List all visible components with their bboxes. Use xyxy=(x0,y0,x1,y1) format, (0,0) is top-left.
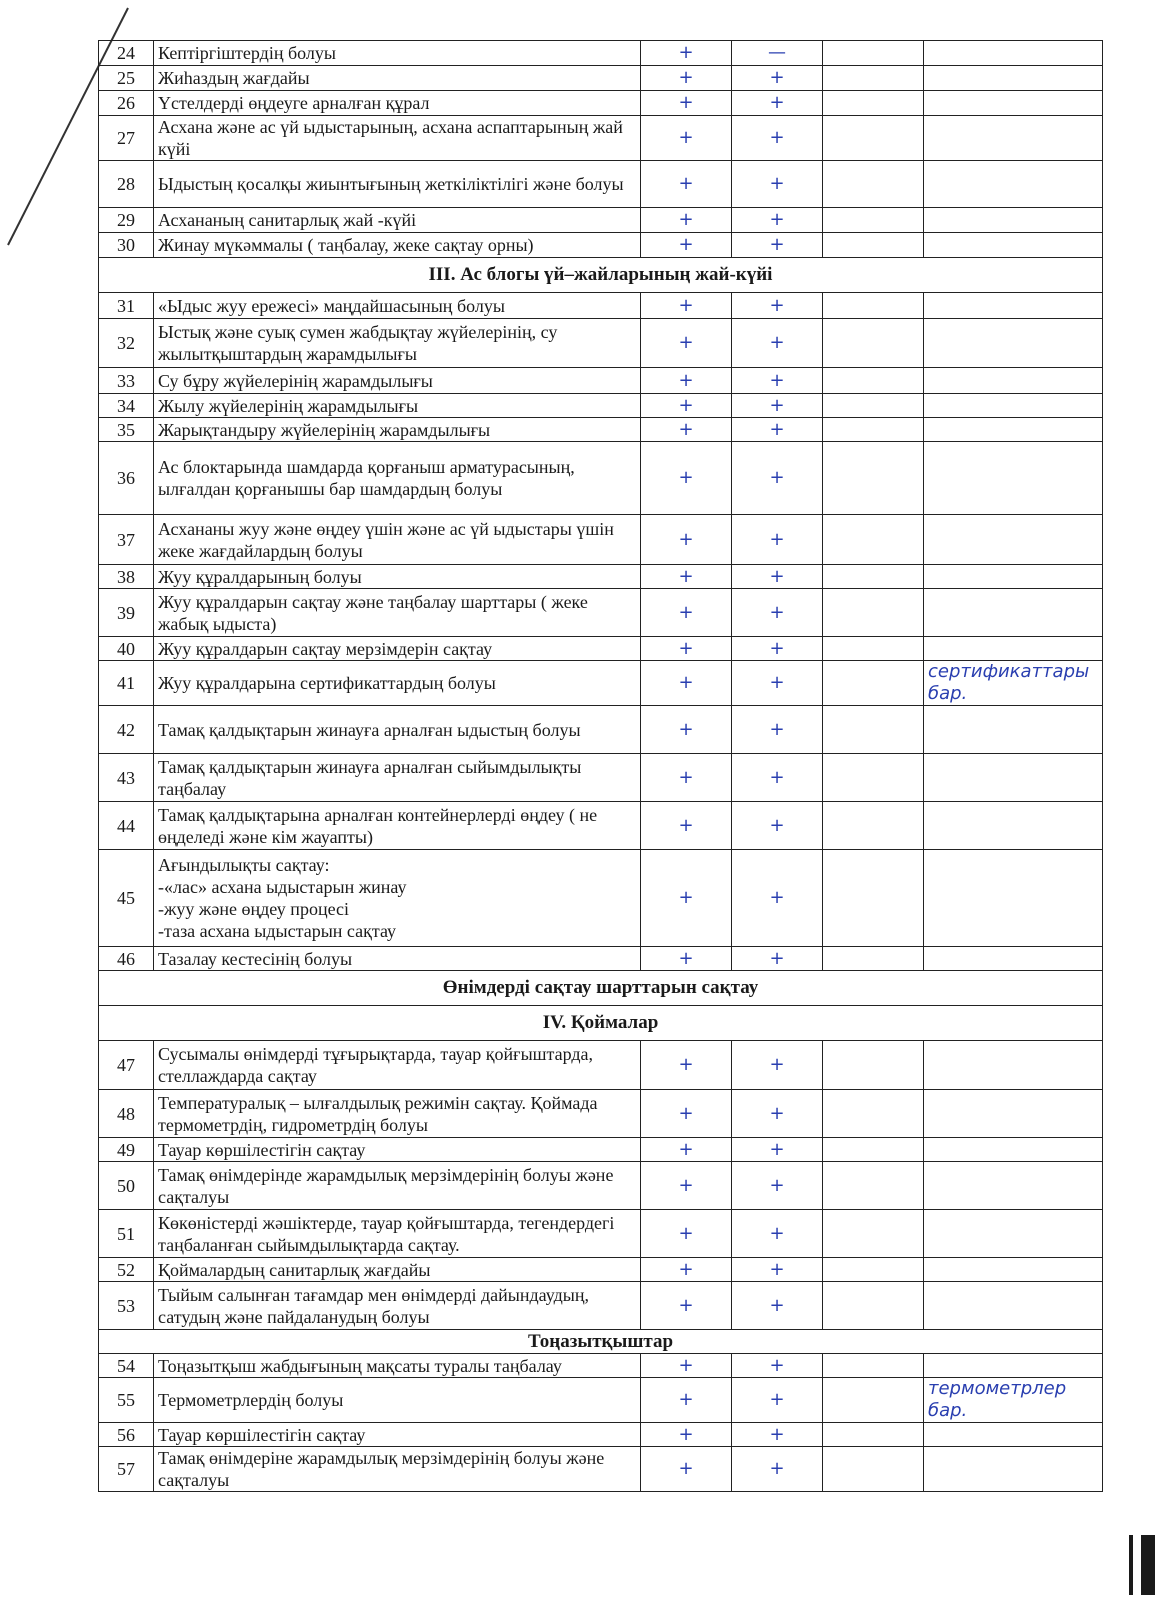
row-number: 54 xyxy=(99,1354,154,1378)
table-row xyxy=(99,754,1103,802)
check-mark-col1: + xyxy=(641,1354,732,1378)
check-mark-col2: + xyxy=(732,754,823,802)
empty-cell xyxy=(823,802,924,850)
check-mark-col1: + xyxy=(641,1041,732,1090)
row-text: Тамақ өнімдерінде жарамдылық мерзімдерінің болуы және сақталуы xyxy=(154,1162,641,1210)
check-mark-col1: + xyxy=(641,66,732,91)
handwritten-note xyxy=(924,442,1103,515)
check-mark-col2: + xyxy=(732,947,823,971)
empty-cell xyxy=(823,706,924,754)
table-row xyxy=(99,1138,1103,1162)
table-row xyxy=(99,1447,1103,1492)
empty-cell xyxy=(823,1282,924,1330)
table-row xyxy=(99,1282,1103,1330)
handwritten-note xyxy=(924,1354,1103,1378)
check-mark-col2: — xyxy=(732,41,823,66)
handwritten-note: сертификаттары бар. xyxy=(924,661,1103,706)
check-mark-col2: + xyxy=(732,1258,823,1282)
row-text: Сусымалы өнімдерді тұғырықтарда, тауар қойғыштарда, стеллаждарда сақтау xyxy=(154,1041,641,1090)
table-row xyxy=(99,1258,1103,1282)
check-mark-col1: + xyxy=(641,41,732,66)
row-text: Үстелдерді өңдеуге арналған құрал xyxy=(154,91,641,116)
check-mark-col1: + xyxy=(641,637,732,661)
check-mark-col2: + xyxy=(732,1138,823,1162)
row-text: Тауар көршілестігін сақтау xyxy=(154,1138,641,1162)
empty-cell xyxy=(823,293,924,319)
table-row xyxy=(99,802,1103,850)
row-number: 29 xyxy=(99,208,154,233)
check-mark-col1: + xyxy=(641,850,732,947)
handwritten-note xyxy=(924,233,1103,258)
handwritten-note xyxy=(924,41,1103,66)
table-row xyxy=(99,418,1103,442)
row-text: Тазалау кестесінің болуы xyxy=(154,947,641,971)
section-heading-products: Өнімдерді сақтау шарттарын сақтау xyxy=(99,971,1103,1006)
check-mark-col1: + xyxy=(641,1162,732,1210)
handwritten-note: термометрлер бар. xyxy=(924,1378,1103,1423)
check-mark-col2: + xyxy=(732,91,823,116)
empty-cell xyxy=(823,515,924,565)
row-number: 40 xyxy=(99,637,154,661)
check-mark-col1: + xyxy=(641,1282,732,1330)
table-row xyxy=(99,161,1103,208)
check-mark-col2: + xyxy=(732,1041,823,1090)
section-heading-fridges: Тоңазытқыштар xyxy=(99,1330,1103,1354)
check-mark-col1: + xyxy=(641,418,732,442)
empty-cell xyxy=(823,233,924,258)
row-text: Қоймалардың санитарлық жағдайы xyxy=(154,1258,641,1282)
handwritten-note xyxy=(924,66,1103,91)
empty-cell xyxy=(823,368,924,394)
row-text: Су бұру жүйелерінің жарамдылығы xyxy=(154,368,641,394)
row-number: 32 xyxy=(99,319,154,368)
scan-edge-mark xyxy=(1141,1535,1155,1595)
check-mark-col1: + xyxy=(641,589,732,637)
empty-cell xyxy=(823,1162,924,1210)
row-text: Тамақ қалдықтарын жинауға арналған сыйымдылықты таңбалау xyxy=(154,754,641,802)
row-text: Жуу құралдарының болуы xyxy=(154,565,641,589)
table-row xyxy=(99,1423,1103,1447)
row-text: «Ыдыс жуу ережесі» маңдайшасының болуы xyxy=(154,293,641,319)
scan-edge-mark xyxy=(1129,1535,1133,1595)
row-number: 47 xyxy=(99,1041,154,1090)
row-text: Жылу жүйелерінің жарамдылығы xyxy=(154,394,641,418)
check-mark-col2: + xyxy=(732,208,823,233)
group-c xyxy=(99,1041,1103,1330)
handwritten-note xyxy=(924,515,1103,565)
check-mark-col1: + xyxy=(641,802,732,850)
row-number: 38 xyxy=(99,565,154,589)
check-mark-col2: + xyxy=(732,1354,823,1378)
empty-cell xyxy=(823,589,924,637)
empty-cell xyxy=(823,1354,924,1378)
row-number: 55 xyxy=(99,1378,154,1423)
check-mark-col2: + xyxy=(732,850,823,947)
table-row xyxy=(99,515,1103,565)
table-row xyxy=(99,1162,1103,1210)
check-mark-col2: + xyxy=(732,515,823,565)
check-mark-col1: + xyxy=(641,947,732,971)
empty-cell xyxy=(823,1423,924,1447)
row-number: 31 xyxy=(99,293,154,319)
check-mark-col2: + xyxy=(732,1378,823,1423)
table-row xyxy=(99,637,1103,661)
row-number: 56 xyxy=(99,1423,154,1447)
check-mark-col1: + xyxy=(641,565,732,589)
empty-cell xyxy=(823,161,924,208)
row-text: Ыстық және суық сумен жабдықтау жүйелерінің, су жылытқыштардың жарамдылығы xyxy=(154,319,641,368)
table-row xyxy=(99,116,1103,161)
check-mark-col2: + xyxy=(732,418,823,442)
row-number: 35 xyxy=(99,418,154,442)
check-mark-col1: + xyxy=(641,319,732,368)
handwritten-note xyxy=(924,418,1103,442)
group-d xyxy=(99,1354,1103,1492)
row-text: Жуу құралдарына сертификаттардың болуы xyxy=(154,661,641,706)
empty-cell xyxy=(823,947,924,971)
table-row xyxy=(99,368,1103,394)
table-row xyxy=(99,293,1103,319)
row-number: 25 xyxy=(99,66,154,91)
check-mark-col2: + xyxy=(732,1447,823,1492)
table-row xyxy=(99,1210,1103,1258)
check-mark-col2: + xyxy=(732,368,823,394)
handwritten-note xyxy=(924,1258,1103,1282)
row-number: 52 xyxy=(99,1258,154,1282)
handwritten-note xyxy=(924,319,1103,368)
row-text: Тыйым салынған тағамдар мен өнімдерді дайындаудың, сатудың және пайдаланудың болуы xyxy=(154,1282,641,1330)
row-text: Жарықтандыру жүйелерінің жарамдылығы xyxy=(154,418,641,442)
table-row xyxy=(99,233,1103,258)
table-row xyxy=(99,1041,1103,1090)
row-number: 53 xyxy=(99,1282,154,1330)
row-text: Жиһаздың жағдайы xyxy=(154,66,641,91)
empty-cell xyxy=(823,66,924,91)
check-mark-col1: + xyxy=(641,1210,732,1258)
handwritten-note xyxy=(924,1162,1103,1210)
row-number: 28 xyxy=(99,161,154,208)
handwritten-note xyxy=(924,1210,1103,1258)
section-heading-3: III. Ас блогы үй–жайларының жай-күйі xyxy=(99,258,1103,293)
row-text: Ыдыстың қосалқы жиынтығының жеткіліктілігі және болуы xyxy=(154,161,641,208)
empty-cell xyxy=(823,91,924,116)
row-text: Тауар көршілестігін сақтау xyxy=(154,1423,641,1447)
table-row xyxy=(99,1090,1103,1138)
row-number: 36 xyxy=(99,442,154,515)
empty-cell xyxy=(823,1090,924,1138)
row-number: 49 xyxy=(99,1138,154,1162)
handwritten-note xyxy=(924,368,1103,394)
row-number: 43 xyxy=(99,754,154,802)
table-row xyxy=(99,850,1103,947)
check-mark-col1: + xyxy=(641,1258,732,1282)
row-number: 57 xyxy=(99,1447,154,1492)
empty-cell xyxy=(823,442,924,515)
row-number: 48 xyxy=(99,1090,154,1138)
checklist-table xyxy=(98,40,1103,1492)
empty-cell xyxy=(823,661,924,706)
empty-cell xyxy=(823,208,924,233)
handwritten-note xyxy=(924,293,1103,319)
row-number: 50 xyxy=(99,1162,154,1210)
check-mark-col1: + xyxy=(641,1090,732,1138)
handwritten-note xyxy=(924,802,1103,850)
handwritten-note xyxy=(924,589,1103,637)
row-text: Асхананың санитарлық жай -күйі xyxy=(154,208,641,233)
handwritten-note xyxy=(924,1447,1103,1492)
handwritten-note xyxy=(924,1423,1103,1447)
check-mark-col1: + xyxy=(641,1378,732,1423)
handwritten-note xyxy=(924,1282,1103,1330)
check-mark-col1: + xyxy=(641,754,732,802)
handwritten-note xyxy=(924,1041,1103,1090)
check-mark-col1: + xyxy=(641,706,732,754)
row-text: Температуралық – ылғалдылық режимін сақтау. Қоймада термометрдің, гидрометрдің болуы xyxy=(154,1090,641,1138)
empty-cell xyxy=(823,1210,924,1258)
table-row xyxy=(99,706,1103,754)
row-text: Жуу құралдарын сақтау мерзімдерін сақтау xyxy=(154,637,641,661)
row-number: 44 xyxy=(99,802,154,850)
check-mark-col2: + xyxy=(732,565,823,589)
handwritten-note xyxy=(924,1090,1103,1138)
check-mark-col1: + xyxy=(641,1138,732,1162)
table-row xyxy=(99,947,1103,971)
check-mark-col2: + xyxy=(732,1423,823,1447)
empty-cell xyxy=(823,1041,924,1090)
empty-cell xyxy=(823,565,924,589)
row-text: Тамақ өнімдеріне жарамдылық мерзімдерінің болуы және сақталуы xyxy=(154,1447,641,1492)
table-row xyxy=(99,1354,1103,1378)
check-mark-col1: + xyxy=(641,1447,732,1492)
row-number: 42 xyxy=(99,706,154,754)
row-text: Тоңазытқыш жабдығының мақсаты туралы таңбалау xyxy=(154,1354,641,1378)
check-mark-col2: + xyxy=(732,293,823,319)
row-text: Асхана және ас үй ыдыстарының, асхана аспаптарының жай күйі xyxy=(154,116,641,161)
check-mark-col1: + xyxy=(641,661,732,706)
group-a xyxy=(99,41,1103,258)
empty-cell xyxy=(823,850,924,947)
row-number: 34 xyxy=(99,394,154,418)
row-text: Жинау мүкәммалы ( таңбалау, жеке сақтау орны) xyxy=(154,233,641,258)
empty-cell xyxy=(823,394,924,418)
table-row xyxy=(99,565,1103,589)
handwritten-note xyxy=(924,565,1103,589)
row-number: 27 xyxy=(99,116,154,161)
row-number: 30 xyxy=(99,233,154,258)
empty-cell xyxy=(823,418,924,442)
row-number: 33 xyxy=(99,368,154,394)
check-mark-col2: + xyxy=(732,706,823,754)
section-heading-4: IV. Қоймалар xyxy=(99,1006,1103,1041)
check-mark-col2: + xyxy=(732,1282,823,1330)
table-row xyxy=(99,442,1103,515)
handwritten-note xyxy=(924,637,1103,661)
handwritten-note xyxy=(924,91,1103,116)
check-mark-col2: + xyxy=(732,661,823,706)
check-mark-col1: + xyxy=(641,233,732,258)
handwritten-note xyxy=(924,754,1103,802)
check-mark-col1: + xyxy=(641,394,732,418)
group-b xyxy=(99,293,1103,971)
table-row xyxy=(99,91,1103,116)
row-text: Ас блоктарында шамдарда қорғаныш арматурасының, ылғалдан қорғанышы бар шамдардың болуы xyxy=(154,442,641,515)
check-mark-col1: + xyxy=(641,368,732,394)
handwritten-note xyxy=(924,1138,1103,1162)
row-number: 41 xyxy=(99,661,154,706)
row-text: Кептіргіштердің болуы xyxy=(154,41,641,66)
row-number: 37 xyxy=(99,515,154,565)
empty-cell xyxy=(823,41,924,66)
row-number: 51 xyxy=(99,1210,154,1258)
handwritten-note xyxy=(924,947,1103,971)
empty-cell xyxy=(823,1258,924,1282)
check-mark-col2: + xyxy=(732,319,823,368)
handwritten-note xyxy=(924,394,1103,418)
table-row xyxy=(99,319,1103,368)
check-mark-col2: + xyxy=(732,637,823,661)
empty-cell xyxy=(823,1378,924,1423)
handwritten-note xyxy=(924,706,1103,754)
row-text: Көкөністерді жәшіктерде, тауар қойғыштарда, тегендердегі таңбаланған сыйымдылықтарда сақтау. xyxy=(154,1210,641,1258)
check-mark-col2: + xyxy=(732,442,823,515)
check-mark-col2: + xyxy=(732,1090,823,1138)
check-mark-col2: + xyxy=(732,589,823,637)
check-mark-col2: + xyxy=(732,161,823,208)
row-text: Тамақ қалдықтарын жинауға арналған ыдыстың болуы xyxy=(154,706,641,754)
empty-cell xyxy=(823,637,924,661)
check-mark-col2: + xyxy=(732,233,823,258)
check-mark-col1: + xyxy=(641,1423,732,1447)
row-text: Ағындылықты сақтау: -«лас» асхана ыдыстарын жинау -жуу және өңдеу процесі -таза асхана ыдыстарын сақтау xyxy=(154,850,641,947)
check-mark-col2: + xyxy=(732,116,823,161)
row-text: Жуу құралдарын сақтау және таңбалау шарттары ( жеке жабық ыдыста) xyxy=(154,589,641,637)
table-row xyxy=(99,1378,1103,1423)
row-text: Асхананы жуу және өңдеу үшін және ас үй ыдыстары үшін жеке жағдайлардың болуы xyxy=(154,515,641,565)
empty-cell xyxy=(823,1138,924,1162)
empty-cell xyxy=(823,1447,924,1492)
row-text: Тамақ қалдықтарына арналған контейнерлерді өңдеу ( не өңделеді және кім жауапты) xyxy=(154,802,641,850)
handwritten-note xyxy=(924,116,1103,161)
table-row xyxy=(99,66,1103,91)
table-row xyxy=(99,661,1103,706)
empty-cell xyxy=(823,116,924,161)
row-number: 26 xyxy=(99,91,154,116)
check-mark-col2: + xyxy=(732,1162,823,1210)
check-mark-col1: + xyxy=(641,116,732,161)
check-mark-col2: + xyxy=(732,394,823,418)
check-mark-col2: + xyxy=(732,1210,823,1258)
check-mark-col1: + xyxy=(641,515,732,565)
check-mark-col2: + xyxy=(732,66,823,91)
check-mark-col1: + xyxy=(641,91,732,116)
handwritten-note xyxy=(924,161,1103,208)
table-row xyxy=(99,589,1103,637)
table-row xyxy=(99,394,1103,418)
table-row xyxy=(99,208,1103,233)
check-mark-col2: + xyxy=(732,802,823,850)
check-mark-col1: + xyxy=(641,442,732,515)
check-mark-col1: + xyxy=(641,208,732,233)
empty-cell xyxy=(823,319,924,368)
row-number: 39 xyxy=(99,589,154,637)
row-number: 45 xyxy=(99,850,154,947)
check-mark-col1: + xyxy=(641,293,732,319)
row-text: Термометрлердің болуы xyxy=(154,1378,641,1423)
handwritten-note xyxy=(924,850,1103,947)
check-mark-col1: + xyxy=(641,161,732,208)
row-number: 46 xyxy=(99,947,154,971)
table-row xyxy=(99,41,1103,66)
empty-cell xyxy=(823,754,924,802)
row-number: 24 xyxy=(99,41,154,66)
handwritten-note xyxy=(924,208,1103,233)
